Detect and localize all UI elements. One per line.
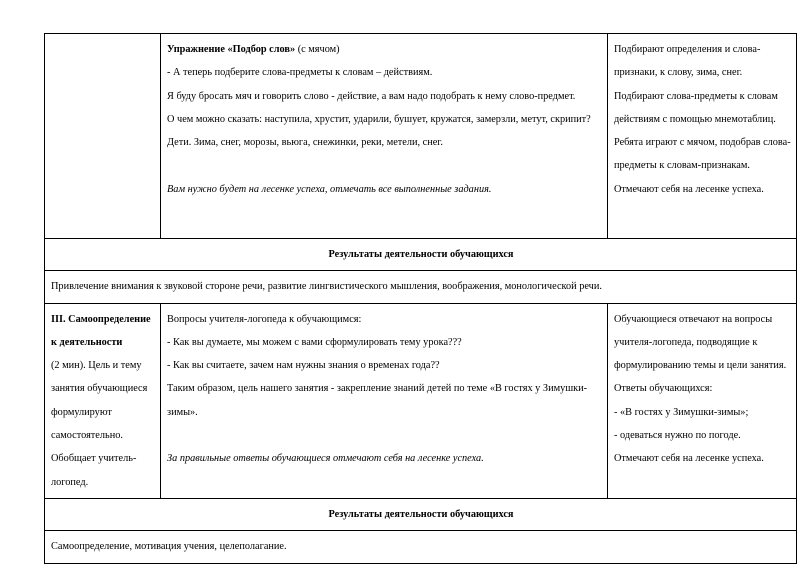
teacher-italic-note: За правильные ответы обучающиеся отмечают себя на лесенке успеха. bbox=[167, 453, 484, 465]
teacher-line: Я буду бросать мяч и говорить слово - действие, а вам надо подобрать к нему слово-предмет. bbox=[167, 90, 576, 102]
teacher-activity-cell bbox=[161, 303, 608, 498]
teacher-line: Таким образом, цель нашего занятия - закрепление знаний детей по теме «В гостях у Зимушки-зимы». bbox=[167, 383, 588, 418]
teacher-activity-cell bbox=[161, 34, 608, 239]
results-header-row bbox=[45, 498, 797, 530]
student-line: - «В гостях у Зимушки-зимы»; bbox=[614, 406, 749, 418]
stage-heading-line1: III. Самоопределение bbox=[51, 313, 151, 325]
lesson-plan-table bbox=[44, 33, 797, 564]
blank-line bbox=[167, 424, 602, 447]
teacher-line: О чем можно сказать: наступила, хрустит, ударили, бушует, кружатся, замерзли, метут, скрипит? bbox=[167, 113, 591, 125]
teacher-line: Дети. Зима, снег, морозы, вьюга, снежинки, реки, метели, снег. bbox=[167, 137, 443, 149]
exercise-title-rest: (с мячом) bbox=[295, 44, 340, 55]
stage-cell bbox=[45, 303, 161, 498]
teacher-line: Вопросы учителя-логопеда к обучающимся: bbox=[167, 313, 362, 325]
exercise-title-bold: Упражнение «Подбор слов» bbox=[167, 44, 296, 55]
results-header-label: Результаты деятельности обучающихся bbox=[45, 239, 797, 271]
teacher-line: - Как вы считаете, зачем нам нужны знания о временах года?? bbox=[167, 360, 440, 372]
results-body-row bbox=[45, 531, 797, 563]
student-activity-cell bbox=[608, 303, 797, 498]
results-body-text: Самоопределение, мотивация учения, целеполагание. bbox=[45, 531, 797, 563]
results-header-label: Результаты деятельности обучающихся bbox=[45, 498, 797, 530]
table-row bbox=[45, 303, 797, 498]
teacher-line: - Как вы думаете, мы можем с вами сформулировать тему урока??? bbox=[167, 336, 462, 348]
stage-description: (2 мин). Цель и тему занятия обучающиеся формулируют самостоятельно. Обобщает учитель-логопед. bbox=[51, 360, 148, 488]
student-final-line: Отмечают себя на лесенке успеха. bbox=[614, 453, 764, 465]
results-body-row bbox=[45, 271, 797, 303]
teacher-italic-note: Вам нужно будет на лесенке успеха, отмечать все выполненные задания. bbox=[167, 183, 492, 195]
stage-cell-empty bbox=[45, 34, 161, 239]
student-line: Ребята играют с мячом, подобрав слова-предметы к словам-признакам. bbox=[614, 137, 791, 172]
blank-line bbox=[167, 154, 602, 177]
student-activity-cell bbox=[608, 34, 797, 239]
student-line: Ответы обучающихся: bbox=[614, 383, 713, 395]
student-final-line: Отмечают себя на лесенке успеха. bbox=[614, 183, 764, 195]
results-header-row bbox=[45, 239, 797, 271]
exercise-title bbox=[167, 38, 602, 61]
student-line: Подбирают слова-предметы к словам действиям с помощью мнемотаблиц. bbox=[614, 90, 778, 125]
student-line: Подбирают определения и слова-признаки, к слову, зима, снег. bbox=[614, 44, 761, 79]
stage-heading-line2: к деятельности bbox=[51, 336, 123, 348]
teacher-line: - А теперь подберите слова-предметы к словам – действиям. bbox=[167, 67, 433, 79]
table-row bbox=[45, 34, 797, 239]
student-line: - одеваться нужно по погоде. bbox=[614, 430, 741, 442]
student-line: Обучающиеся отвечают на вопросы учителя-логопеда, подводящие к формулированию темы и цели занятия. bbox=[614, 313, 787, 372]
results-body-text: Привлечение внимания к звуковой стороне речи, развитие лингвистического мышления, воображения, монологической речи. bbox=[45, 271, 797, 303]
